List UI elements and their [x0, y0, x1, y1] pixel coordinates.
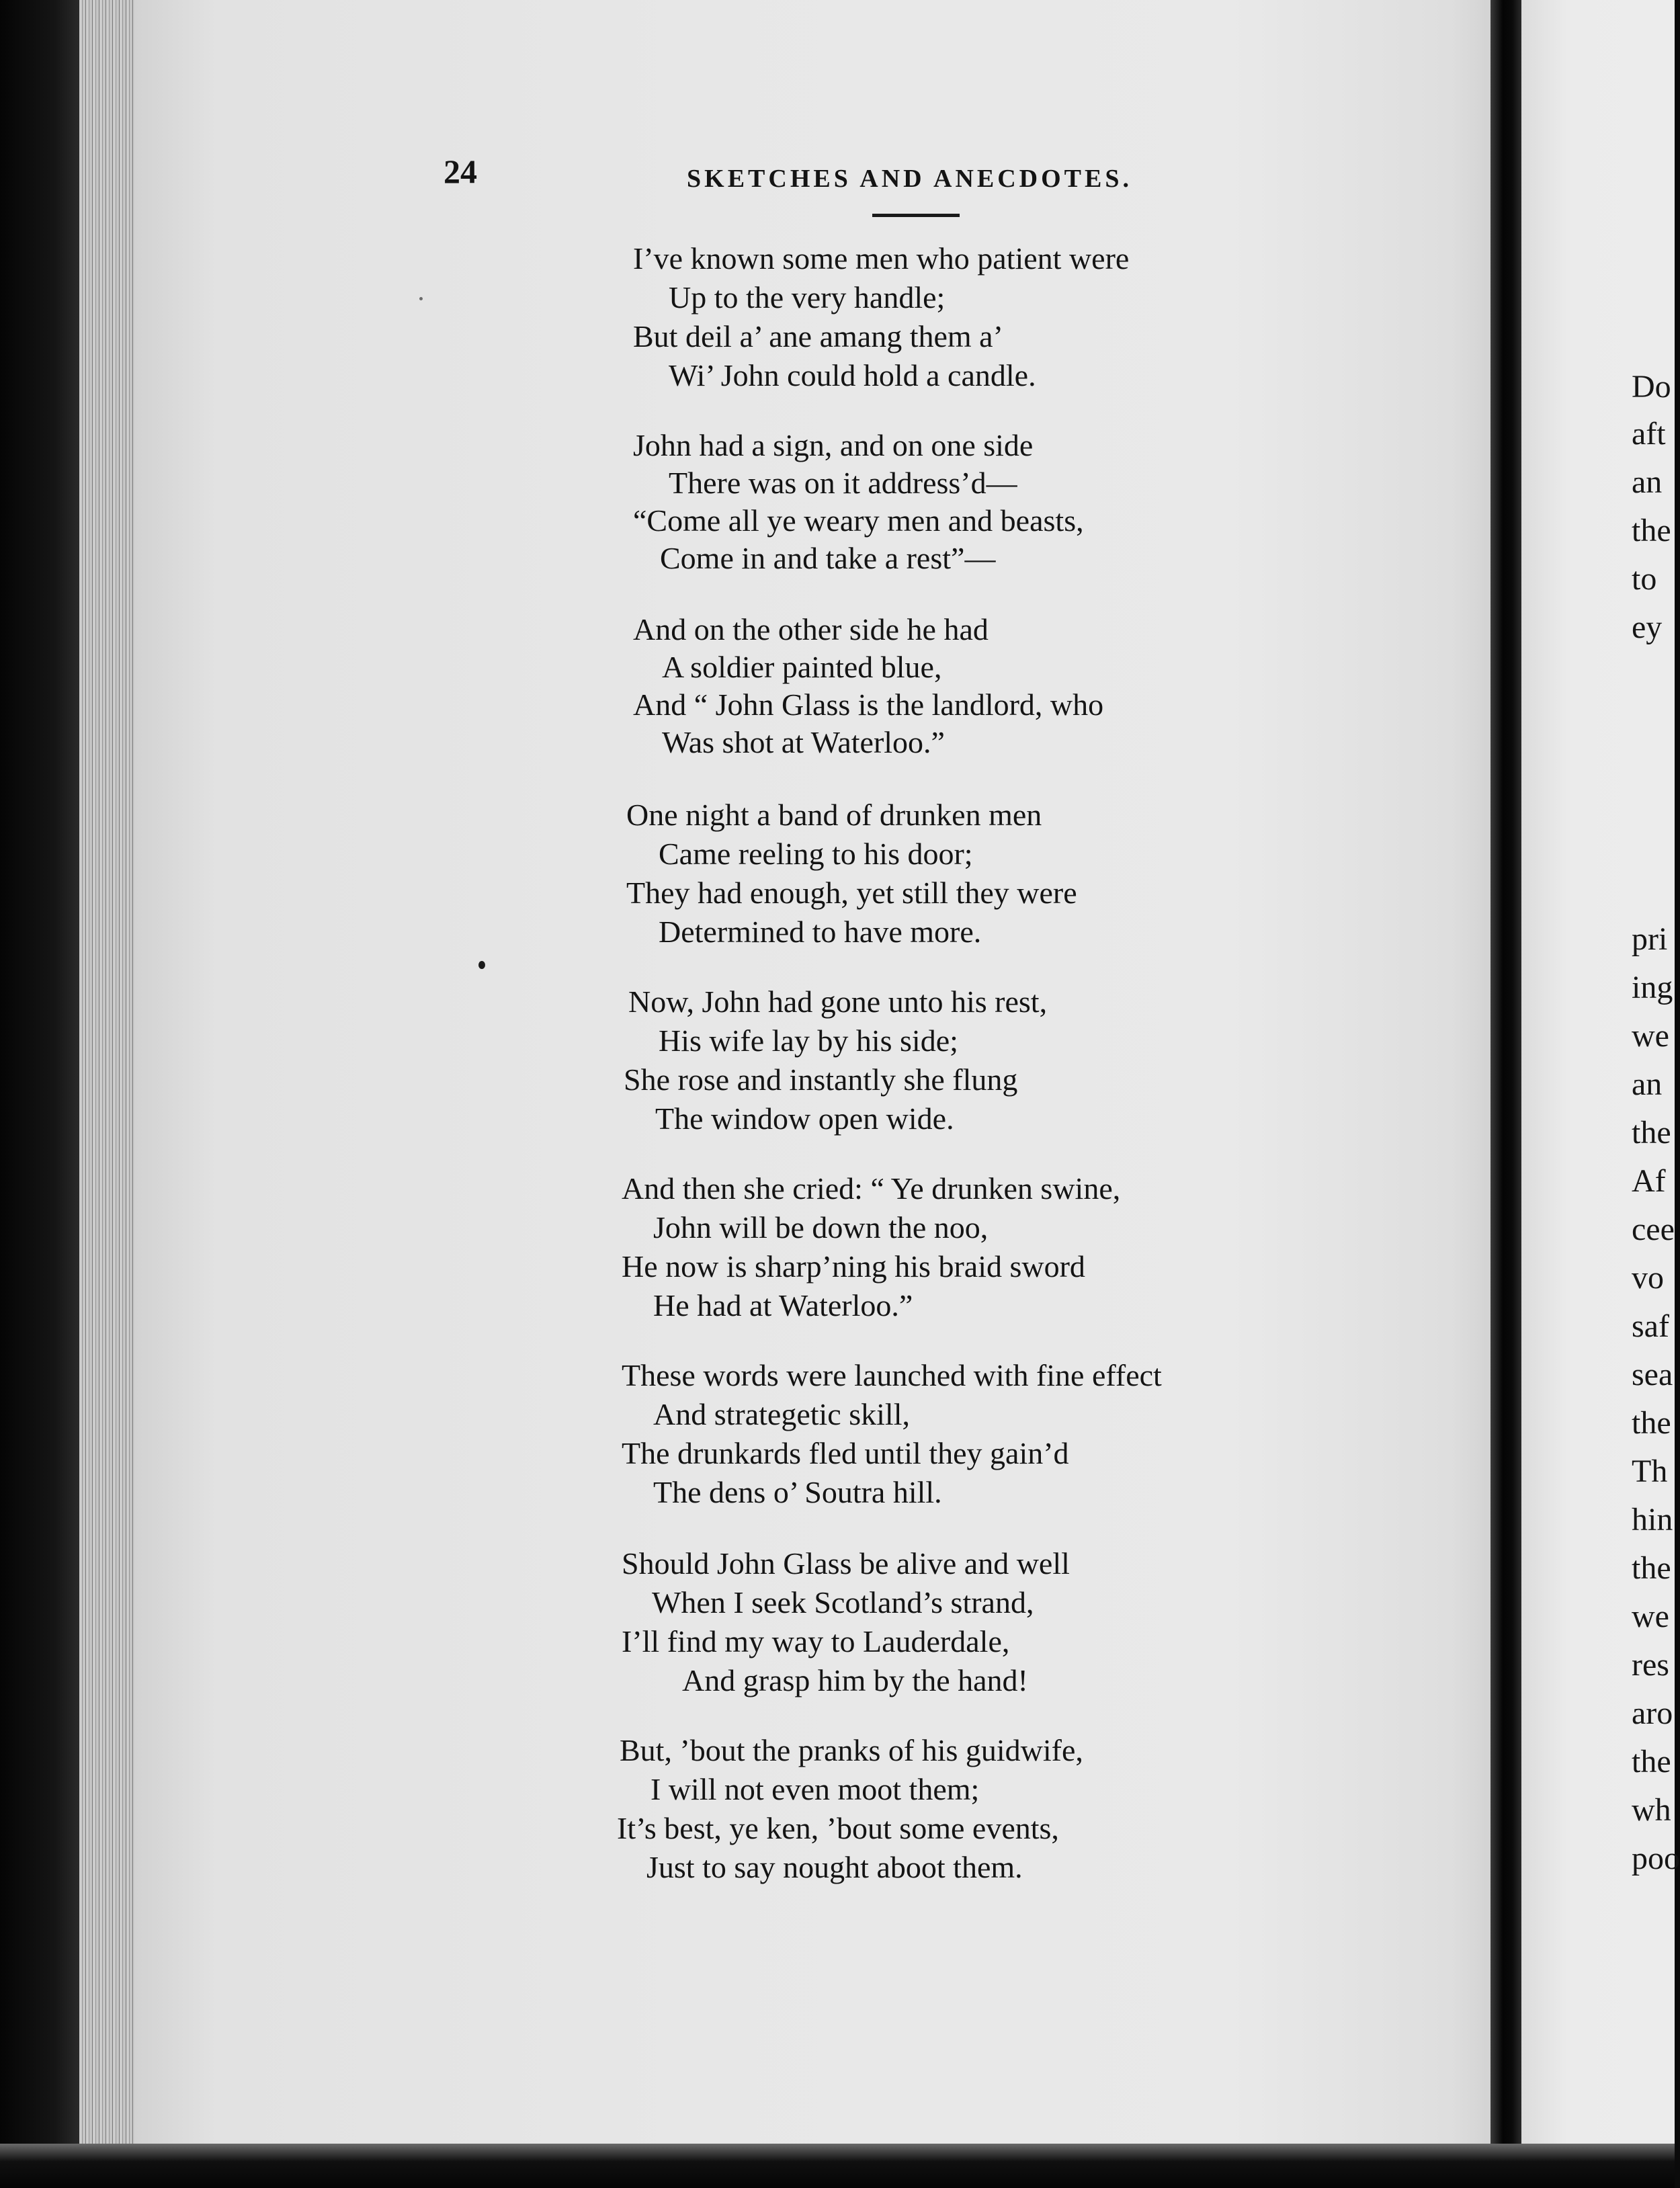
poem-line: The dens o’ Soutra hill. — [653, 1475, 942, 1509]
poem-line: And then she cried: “ Ye drunken swine, — [622, 1171, 1121, 1206]
facing-fragment: the — [1632, 1115, 1671, 1150]
facing-fragment: hin — [1632, 1502, 1673, 1538]
facing-fragment: vo — [1632, 1260, 1664, 1296]
bottom-scan-border — [0, 2144, 1675, 2188]
facing-fragment: the — [1632, 1744, 1671, 1779]
poem-line: Up to the very handle; — [669, 280, 946, 314]
header-rule — [872, 214, 960, 217]
poem-line: Was shot at Waterloo.” — [662, 725, 945, 759]
poem-line: Should John Glass be alive and well — [622, 1546, 1070, 1581]
poem-line: John had a sign, and on one side — [633, 428, 1034, 462]
running-head: SKETCHES AND ANECDOTES. — [687, 165, 1132, 193]
poem-line: Wi’ John could hold a candle. — [669, 358, 1036, 392]
facing-fragment: Do — [1632, 369, 1671, 405]
facing-fragment: poo — [1632, 1841, 1680, 1876]
poem-line: And “ John Glass is the landlord, who — [633, 687, 1104, 722]
poem-line: The drunkards fled until they gain’d — [622, 1436, 1069, 1470]
poem-line: But, ’bout the pranks of his guidwife, — [620, 1733, 1083, 1767]
poem-line: But deil a’ ane amang them a’ — [633, 319, 1003, 353]
poem-line: They had enough, yet still they were — [626, 876, 1077, 910]
poem-line: Come in and take a rest”— — [660, 541, 996, 575]
poem-line: The window open wide. — [655, 1101, 954, 1136]
facing-fragment: ing — [1632, 970, 1673, 1005]
poem-line: John will be down the noo, — [653, 1210, 989, 1245]
poem-line: I’ll find my way to Lauderdale, — [622, 1624, 1010, 1658]
facing-fragment: aro — [1632, 1695, 1673, 1731]
facing-fragment: an — [1632, 464, 1663, 500]
poem-line: And grasp him by the hand! — [682, 1663, 1028, 1697]
poem-line: Came reeling to his door; — [659, 837, 973, 871]
book-gutter — [1490, 0, 1521, 2150]
facing-fragment: the — [1632, 1550, 1671, 1586]
poem-line: Now, John had gone unto his rest, — [628, 984, 1048, 1019]
poem-line: There was on it address’d— — [669, 466, 1017, 500]
facing-fragment: the — [1632, 1405, 1671, 1441]
poem-line: Just to say nought aboot them. — [646, 1850, 1023, 1884]
facing-fragment: wh — [1632, 1792, 1671, 1828]
facing-fragment: to — [1632, 561, 1657, 597]
facing-fragment: aft — [1632, 416, 1666, 452]
left-scan-border — [0, 0, 79, 2188]
poem-line: And on the other side he had — [633, 612, 989, 646]
poem-line: “Come all ye weary men and beasts, — [633, 503, 1084, 538]
facing-fragment: the — [1632, 513, 1671, 548]
poem-line: Determined to have more. — [659, 915, 982, 949]
ink-speck — [419, 297, 423, 300]
facing-fragment: an — [1632, 1066, 1663, 1102]
poem-line: He had at Waterloo.” — [653, 1288, 913, 1322]
poem-line: One night a band of drunken men — [626, 798, 1042, 832]
ink-speck — [478, 961, 485, 969]
page-number: 24 — [444, 153, 477, 190]
facing-fragment: we — [1632, 1018, 1669, 1054]
facing-fragment: res — [1632, 1647, 1669, 1683]
book-page-edges — [79, 0, 140, 2150]
poem-line: And strategetic skill, — [653, 1397, 910, 1431]
facing-fragment: cee — [1632, 1212, 1675, 1247]
poem-line: She rose and instantly she flung — [624, 1062, 1018, 1097]
poem-line: A soldier painted blue, — [662, 650, 942, 684]
facing-fragment: Af — [1632, 1163, 1666, 1199]
facing-fragment: we — [1632, 1599, 1669, 1634]
poem-line: These words were launched with fine effect — [622, 1358, 1162, 1392]
facing-fragment: ey — [1632, 609, 1663, 645]
poem-line: He now is sharp’ning his braid sword — [622, 1249, 1085, 1284]
poem-line: I’ve known some men who patient were — [633, 241, 1130, 276]
poem-line: When I seek Scotland’s strand, — [652, 1585, 1034, 1619]
facing-fragment: sea — [1632, 1357, 1673, 1392]
poem-line: It’s best, ye ken, ’bout some events, — [617, 1811, 1059, 1845]
facing-fragment: pri — [1632, 921, 1668, 957]
facing-fragment: Th — [1632, 1454, 1668, 1489]
poem-line: His wife lay by his side; — [659, 1023, 958, 1058]
facing-fragment: saf — [1632, 1308, 1669, 1344]
poem-line: I will not even moot them; — [650, 1772, 980, 1806]
